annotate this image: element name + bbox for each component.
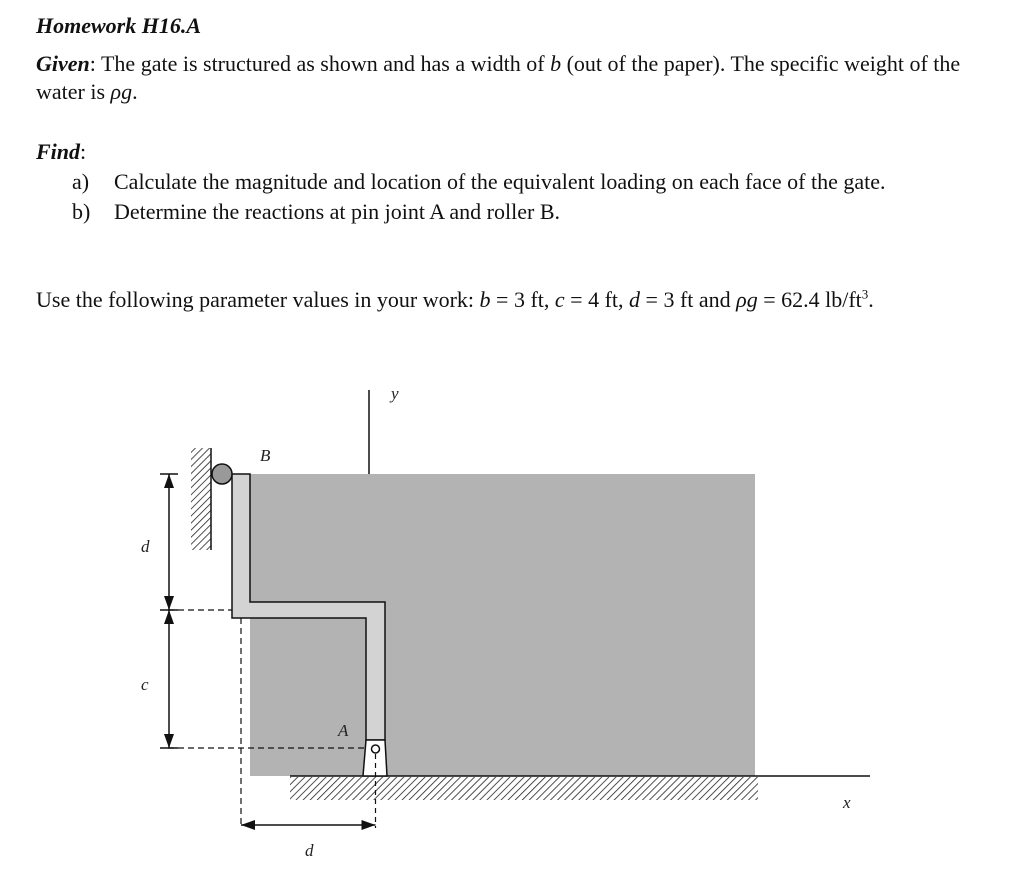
given-text-1: The gate is structured as shown and has a width of: [95, 51, 551, 76]
dim-d-bottom-arrow-right: [362, 820, 376, 830]
params-end: .: [868, 287, 874, 312]
params-exponent: 3: [861, 286, 869, 302]
wall-hatching: [191, 448, 211, 550]
params-c-var: c: [554, 287, 565, 312]
given-text-2: (out of the paper). The specific weight of the water is: [36, 51, 961, 104]
find-heading: [36, 138, 996, 166]
params-b-val: = 3 ft,: [490, 287, 555, 312]
params-rho-var: ρg: [736, 287, 758, 312]
dim-d-left-label: d: [141, 537, 150, 556]
find-item-a-marker: a): [72, 169, 90, 194]
find-colon: :: [80, 139, 87, 164]
dim-d-left-arrow-top: [164, 474, 174, 488]
given-rho-g: ρg: [110, 79, 133, 104]
params-d-val: = 3 ft and: [640, 287, 737, 312]
dim-d-bottom-arrow-left: [241, 820, 255, 830]
find-list: [72, 168, 972, 226]
find-item-b: [72, 198, 972, 226]
find-item-a-text: Calculate the magnitude and location of the equivalent loading on each face of the gate.: [114, 169, 886, 194]
dim-d-left-arrow-bottom: [164, 596, 174, 610]
gate-figure: [0, 360, 1024, 875]
params-c-val: = 4 ft,: [564, 287, 630, 312]
given-var-b: b: [550, 51, 562, 76]
find-item-a: [72, 168, 972, 196]
homework-title: Homework H16.A: [36, 13, 202, 38]
dim-c-left-arrow-bottom: [164, 734, 174, 748]
params-rho-val: = 62.4 lb/ft: [757, 287, 862, 312]
y-axis-label: y: [391, 384, 399, 403]
params-d-var: d: [629, 287, 641, 312]
find-item-b-text: Determine the reactions at pin joint A and roller B.: [114, 199, 560, 224]
dim-c-left-label: c: [141, 675, 149, 694]
x-axis-label: x: [843, 793, 851, 812]
find-label: Find: [36, 139, 81, 164]
dim-d-bottom-label: d: [305, 841, 314, 860]
pin-A: [372, 745, 380, 753]
parameters-paragraph: [36, 286, 996, 314]
given-colon: :: [89, 51, 96, 76]
given-text-3: .: [132, 79, 138, 104]
given-label: Given: [36, 51, 90, 76]
params-intro: Use the following parameter values in your work:: [36, 287, 480, 312]
water-region: [250, 474, 755, 776]
params-b-var: b: [479, 287, 491, 312]
ground-hatching: [290, 777, 758, 800]
dim-c-left-arrow-top: [164, 610, 174, 624]
label-A: A: [338, 721, 349, 740]
roller-B: [212, 464, 232, 484]
find-item-b-marker: b): [72, 199, 91, 224]
label-B: B: [260, 446, 271, 465]
given-paragraph: [36, 50, 996, 106]
